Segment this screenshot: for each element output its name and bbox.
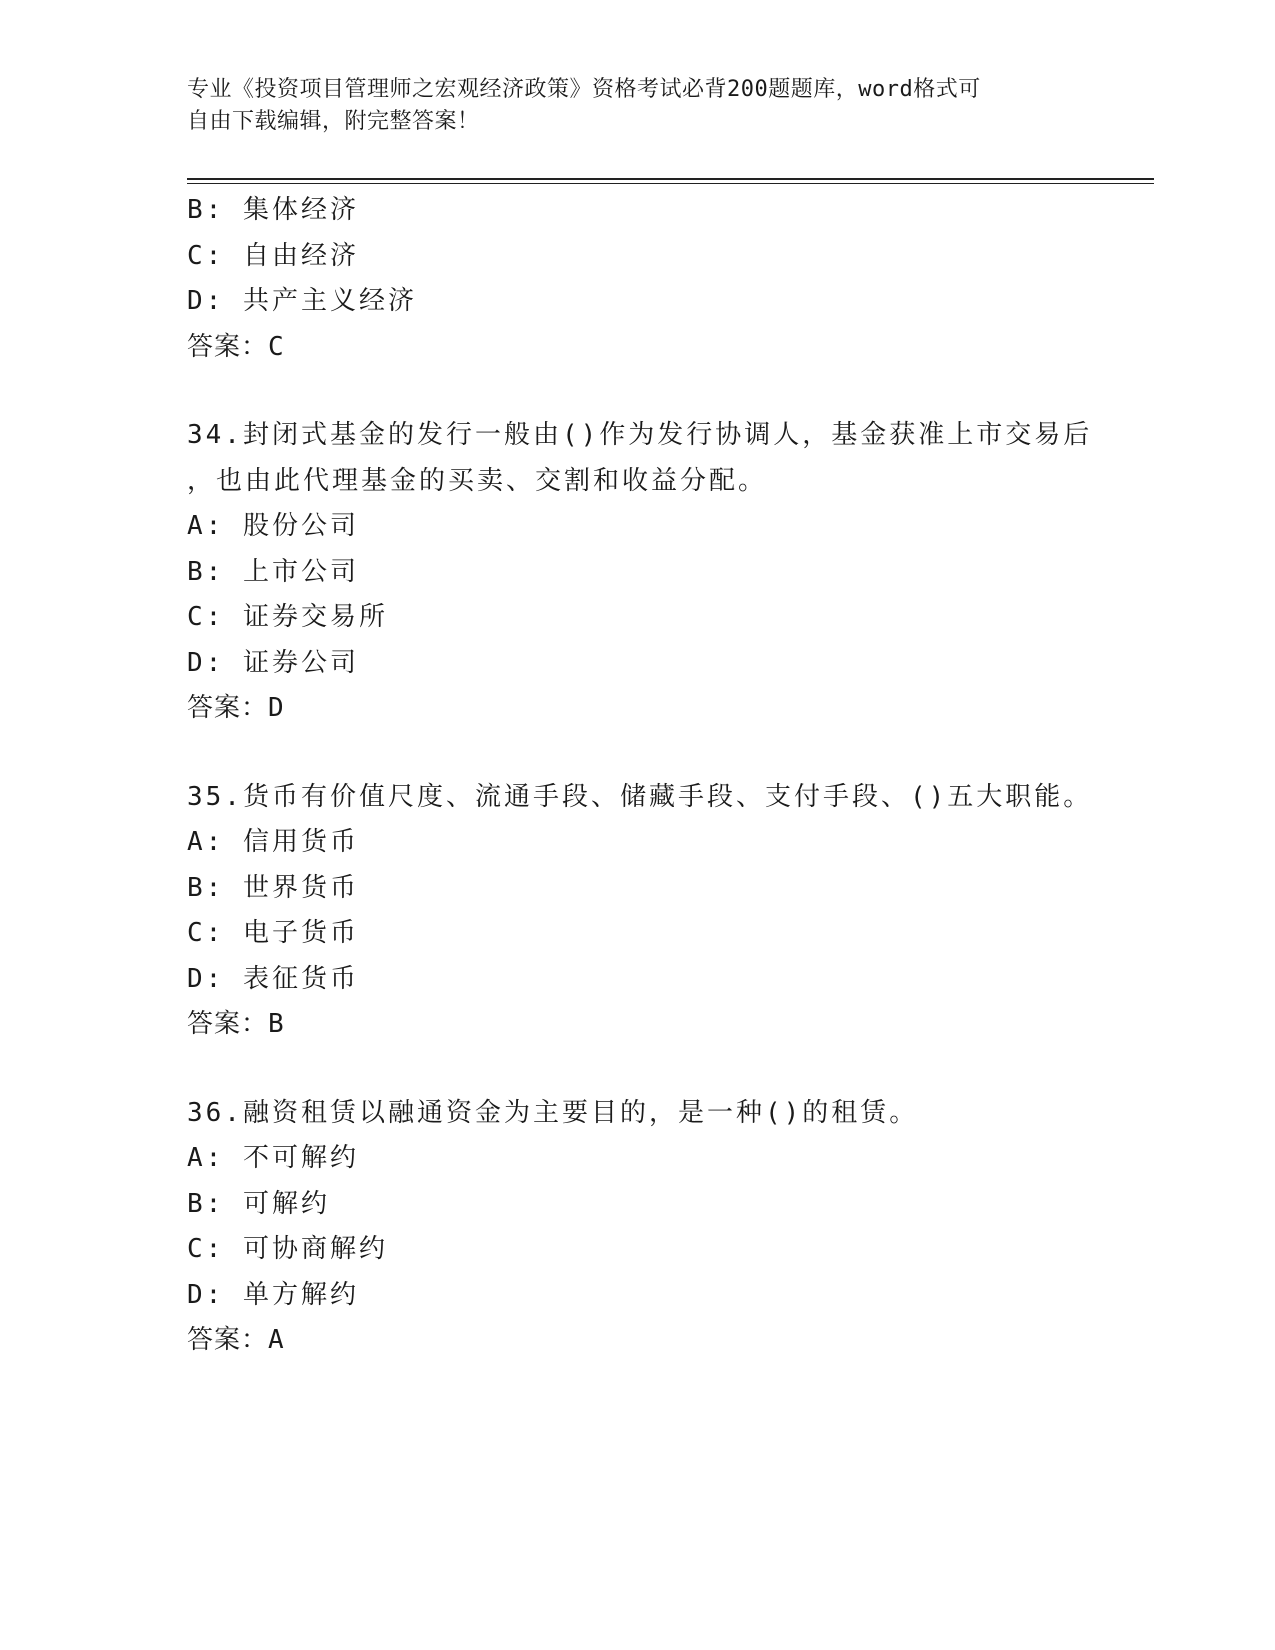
answer-value: A (268, 1325, 285, 1355)
option-a: A: 信用货币 (187, 827, 359, 857)
question-33 (187, 188, 1087, 370)
option-b: B: 上市公司 (187, 556, 359, 587)
answer (187, 325, 1087, 371)
option-c: C: 电子货币 (187, 918, 359, 948)
header-divider-thick (187, 178, 1154, 180)
question-35 (187, 775, 1093, 1048)
option-d: D: 证券公司 (187, 647, 359, 678)
answer (187, 1002, 1087, 1048)
answer-label: 答案： (187, 1009, 269, 1039)
option-d: D: 表征货币 (187, 963, 359, 994)
question-gap (187, 1048, 1087, 1091)
answer-label: 答案： (187, 331, 269, 362)
answer-value: D (268, 693, 285, 723)
question-stem-line-1: 35.货币有价值尺度、流通手段、储藏手段、支付手段、()五大职能。 (187, 781, 1093, 812)
option-a: A: 股份公司 (187, 511, 359, 541)
question-gap (187, 370, 1087, 413)
question-stem-line-1: 36.融资租赁以融通资金为主要目的，是一种()的租赁。 (187, 1097, 919, 1128)
option-d: D: 共产主义经济 (187, 286, 417, 316)
option-b: B: 可解约 (187, 1188, 330, 1219)
header-line-1: 专业《投资项目管理师之宏观经济政策》资格考试必背200题题库，word格式可 (187, 77, 981, 102)
document-header (187, 74, 1087, 138)
option-c: C: 可协商解约 (187, 1234, 388, 1264)
header-divider-thin (187, 183, 1154, 184)
question-36 (187, 1091, 1087, 1364)
option-d: D: 单方解约 (187, 1279, 359, 1310)
option-b: B: 集体经济 (187, 195, 359, 225)
option-a: A: 不可解约 (187, 1143, 359, 1173)
answer-value: C (268, 331, 285, 362)
answer-label: 答案： (187, 1325, 269, 1355)
question-gap (187, 732, 1087, 775)
question-list (187, 188, 1093, 1364)
answer (187, 686, 1087, 732)
answer-label: 答案： (187, 693, 269, 723)
option-c: C: 证券交易所 (187, 602, 388, 632)
option-b: B: 世界货币 (187, 872, 359, 903)
answer (187, 1318, 1087, 1364)
question-stem-line-1: 34.封闭式基金的发行一般由()作为发行协调人，基金获准上市交易后 (187, 420, 1093, 450)
answer-value: B (268, 1009, 285, 1039)
question-stem-line-2: ，也由此代理基金的买卖、交割和收益分配。 (187, 465, 768, 496)
question-34 (187, 413, 1093, 732)
option-c: C: 自由经济 (187, 240, 359, 271)
header-line-2: 自由下载编辑，附完整答案！ (187, 109, 480, 134)
